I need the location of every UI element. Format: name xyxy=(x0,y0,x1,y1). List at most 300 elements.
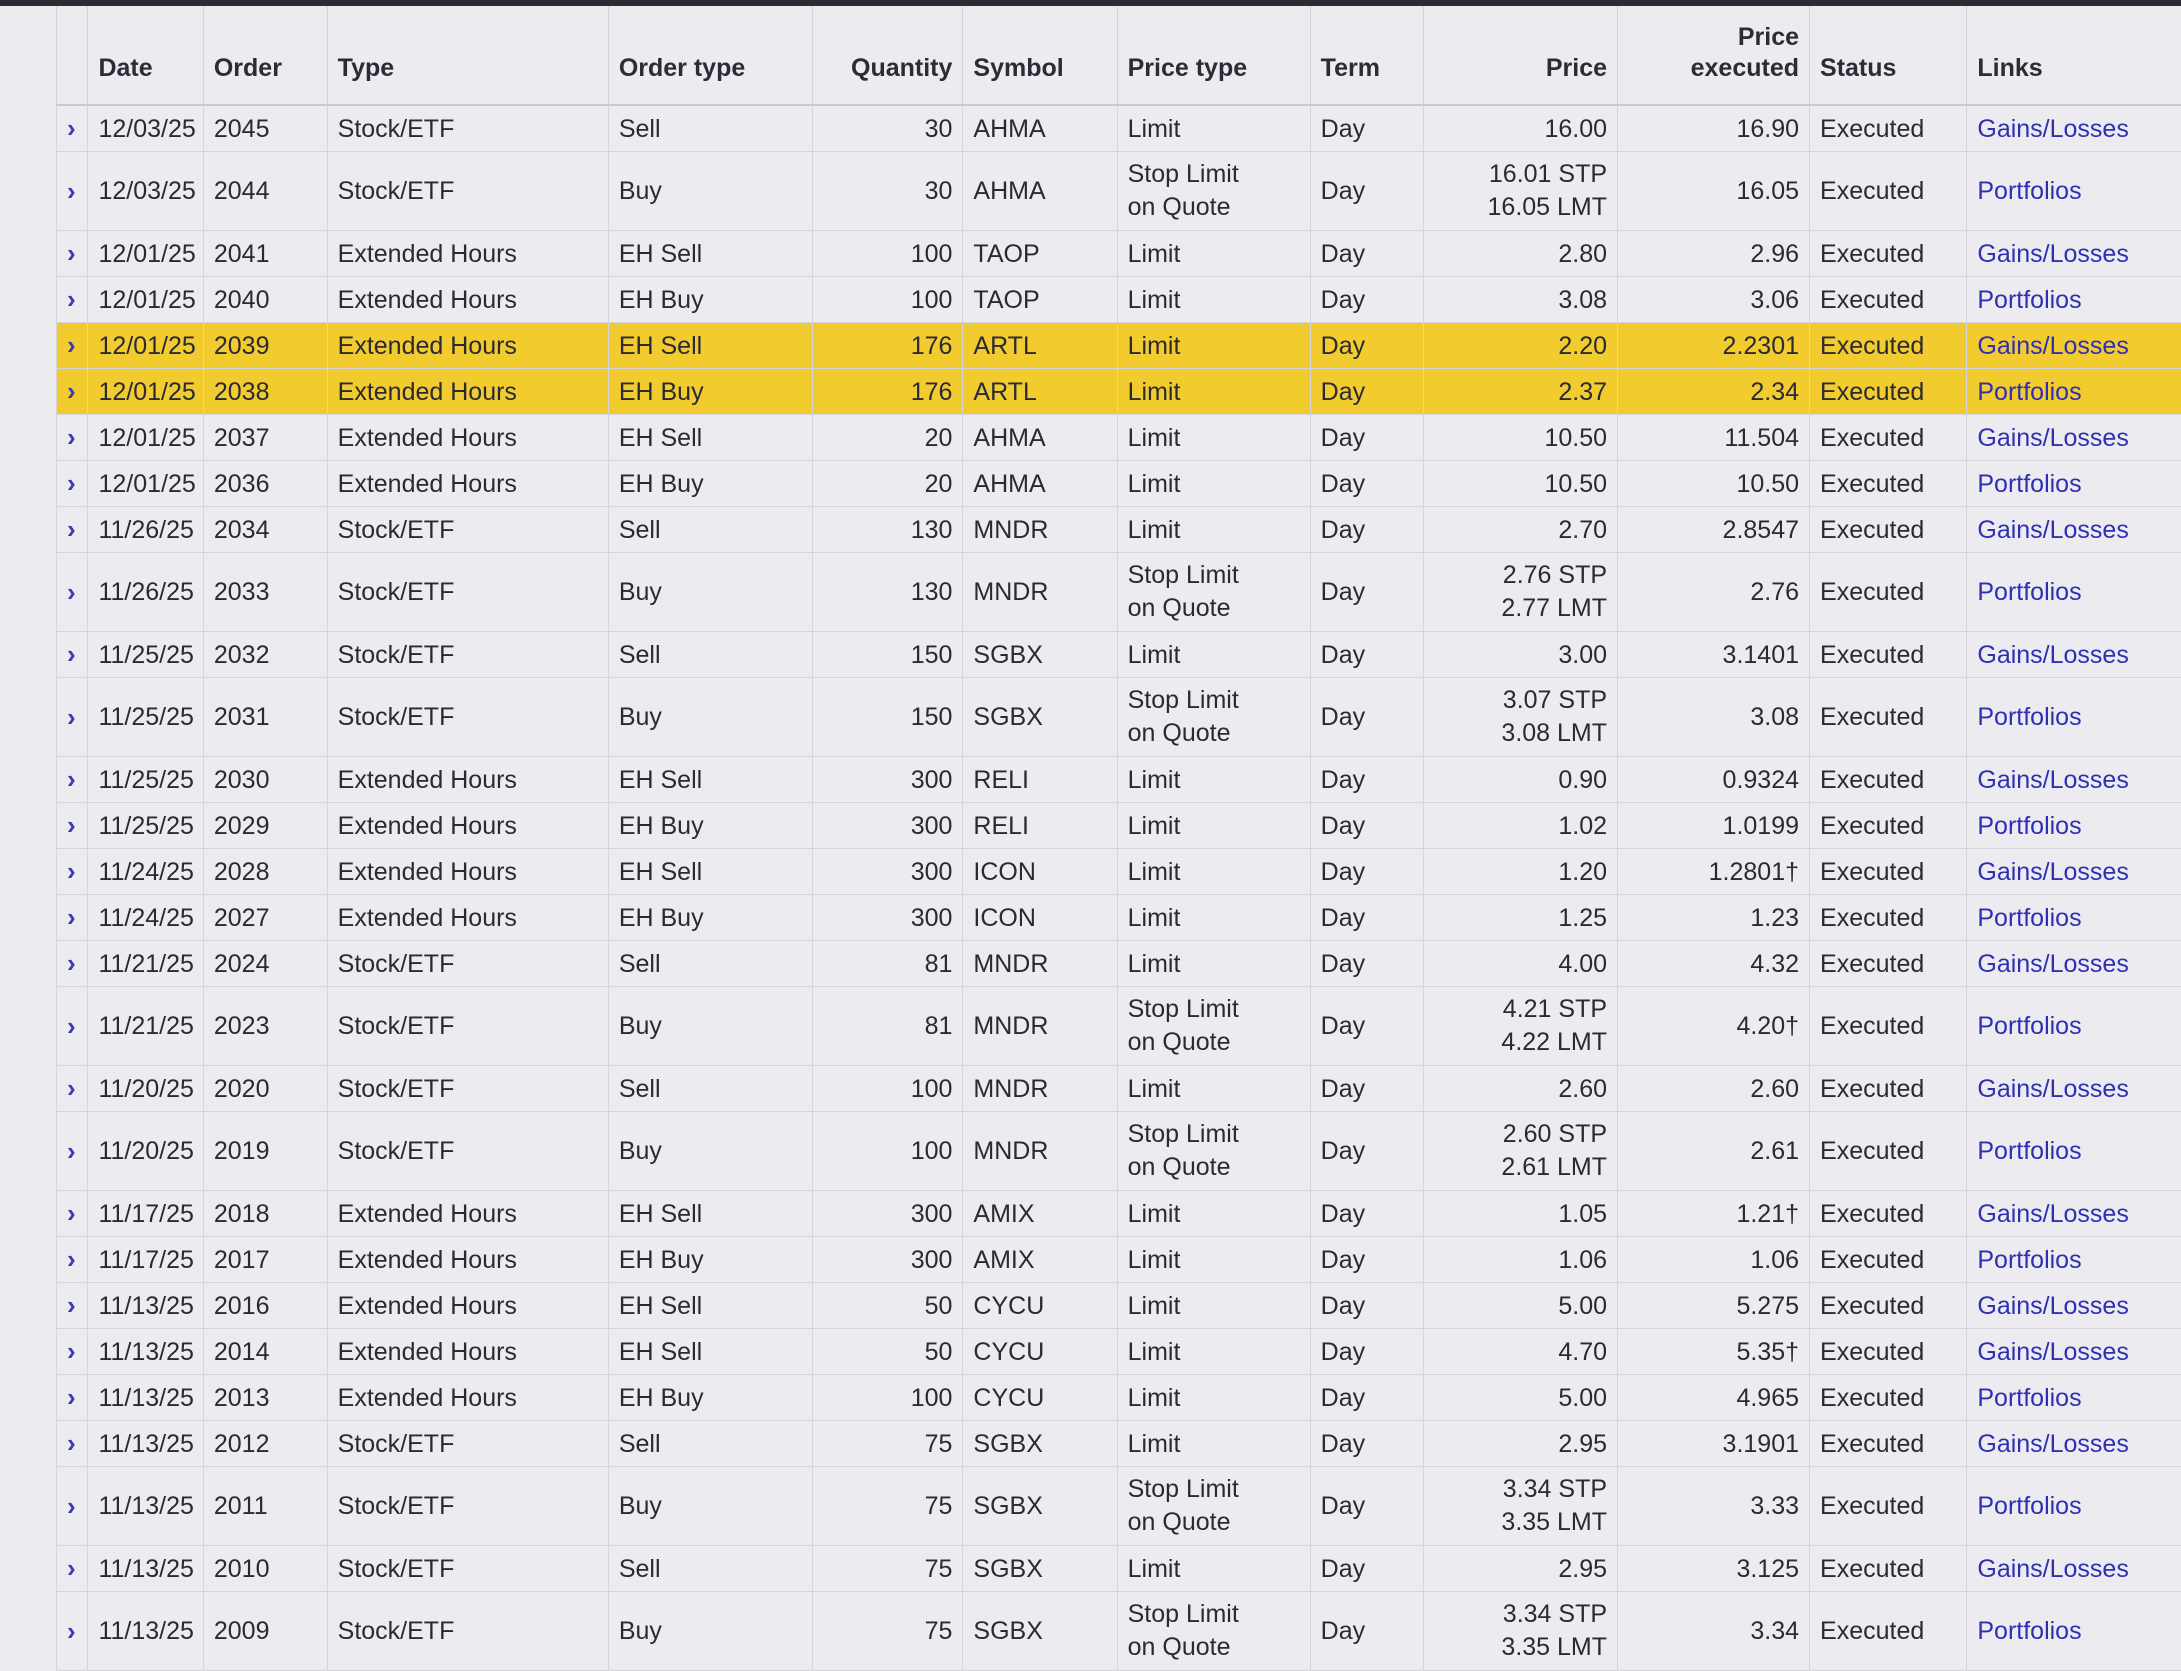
cell-status: Executed xyxy=(1810,803,1967,849)
cell-order-number: 2044 xyxy=(203,152,327,231)
table-row[interactable] xyxy=(57,895,2181,941)
cell-status: Executed xyxy=(1810,105,1967,152)
cell-order-number: 2037 xyxy=(203,415,327,461)
cell-order-type: EH Sell xyxy=(608,849,813,895)
table-row[interactable] xyxy=(57,1237,2181,1283)
expand-cell[interactable] xyxy=(57,277,88,323)
cell-order-number: 2017 xyxy=(203,1237,327,1283)
cell-price-line: 4.00 xyxy=(1558,950,1607,978)
cell-quantity: 81 xyxy=(813,987,963,1066)
expand-cell[interactable] xyxy=(57,1467,88,1546)
row-link[interactable]: Gains/Losses xyxy=(1977,950,2128,978)
row-link[interactable]: Portfolios xyxy=(1977,812,2081,840)
table-row[interactable] xyxy=(57,757,2181,803)
cell-status: Executed xyxy=(1810,323,1967,369)
cell-price-line: 2.20 xyxy=(1558,332,1607,360)
chevron-right-icon[interactable]: › xyxy=(67,1427,76,1459)
cell-links xyxy=(1967,1237,2181,1283)
cell-date: 11/24/25 xyxy=(88,895,203,941)
cell-price-line: 10.50 xyxy=(1544,424,1607,452)
cell-price xyxy=(1423,152,1617,231)
cell-links xyxy=(1967,152,2181,231)
cell-order-type: Sell xyxy=(608,941,813,987)
cell-price-type xyxy=(1117,1237,1310,1283)
table-row[interactable] xyxy=(57,1592,2181,1671)
table-row[interactable] xyxy=(57,1066,2181,1112)
chevron-right-icon[interactable]: › xyxy=(67,421,76,453)
cell-price-type-line: on Quote xyxy=(1128,1631,1300,1664)
chevron-right-icon[interactable]: › xyxy=(67,1072,76,1104)
cell-status: Executed xyxy=(1810,757,1967,803)
cell-date: 11/13/25 xyxy=(88,1467,203,1546)
cell-price-line: 3.08 LMT xyxy=(1434,717,1607,750)
cell-price-executed: 3.1401 xyxy=(1618,632,1810,678)
row-link[interactable]: Portfolios xyxy=(1977,177,2081,205)
expand-cell[interactable] xyxy=(57,461,88,507)
cell-symbol: ARTL xyxy=(963,369,1117,415)
table-row[interactable] xyxy=(57,849,2181,895)
chevron-right-icon[interactable]: › xyxy=(67,701,76,733)
cell-quantity: 300 xyxy=(813,849,963,895)
cell-price xyxy=(1423,1467,1617,1546)
expand-cell[interactable] xyxy=(57,1329,88,1375)
cell-status: Executed xyxy=(1810,1467,1967,1546)
chevron-right-icon[interactable]: › xyxy=(67,1615,76,1647)
cell-quantity: 150 xyxy=(813,678,963,757)
cell-quantity: 300 xyxy=(813,1237,963,1283)
table-row[interactable] xyxy=(57,507,2181,553)
cell-links xyxy=(1967,1329,2181,1375)
header-price-type[interactable]: Price type xyxy=(1117,6,1310,105)
expand-cell[interactable] xyxy=(57,105,88,152)
cell-term: Day xyxy=(1310,323,1423,369)
cell-price-executed: 0.9324 xyxy=(1618,757,1810,803)
expand-cell[interactable] xyxy=(57,553,88,632)
orders-table xyxy=(56,6,2181,1671)
expand-cell[interactable] xyxy=(57,1237,88,1283)
cell-links xyxy=(1967,415,2181,461)
chevron-right-icon[interactable]: › xyxy=(67,1490,76,1522)
cell-links xyxy=(1967,507,2181,553)
expand-cell[interactable] xyxy=(57,1592,88,1671)
cell-status: Executed xyxy=(1810,1592,1967,1671)
table-row[interactable] xyxy=(57,1546,2181,1592)
table-row[interactable] xyxy=(57,105,2181,152)
cell-status: Executed xyxy=(1810,152,1967,231)
cell-order-number: 2016 xyxy=(203,1283,327,1329)
cell-order-number: 2019 xyxy=(203,1112,327,1191)
row-link[interactable]: Portfolios xyxy=(1977,1012,2081,1040)
cell-order-number: 2012 xyxy=(203,1421,327,1467)
cell-price-type-line: Limit xyxy=(1128,378,1181,406)
expand-cell[interactable] xyxy=(57,231,88,277)
cell-price-type-line: Limit xyxy=(1128,470,1181,498)
row-link[interactable]: Portfolios xyxy=(1977,286,2081,314)
cell-price-executed: 2.96 xyxy=(1618,231,1810,277)
cell-order-number: 2020 xyxy=(203,1066,327,1112)
cell-price-type xyxy=(1117,231,1310,277)
cell-status: Executed xyxy=(1810,678,1967,757)
cell-links xyxy=(1967,369,2181,415)
header-links: Links xyxy=(1967,6,2181,105)
cell-price-type-line: Limit xyxy=(1128,1555,1181,1583)
cell-quantity: 100 xyxy=(813,1066,963,1112)
cell-date: 11/26/25 xyxy=(88,507,203,553)
cell-status: Executed xyxy=(1810,1546,1967,1592)
row-link[interactable]: Portfolios xyxy=(1977,1246,2081,1274)
cell-order-type: Sell xyxy=(608,105,813,152)
cell-price-type-line: Limit xyxy=(1128,812,1181,840)
row-link[interactable]: Portfolios xyxy=(1977,1617,2081,1645)
header-symbol[interactable]: Symbol xyxy=(963,6,1117,105)
cell-price-executed: 3.08 xyxy=(1618,678,1810,757)
chevron-right-icon[interactable]: › xyxy=(67,375,76,407)
cell-date: 11/13/25 xyxy=(88,1592,203,1671)
cell-price-type xyxy=(1117,105,1310,152)
cell-status: Executed xyxy=(1810,1329,1967,1375)
cell-type: Extended Hours xyxy=(327,415,608,461)
cell-price-type-line: Limit xyxy=(1128,904,1181,932)
cell-date: 11/25/25 xyxy=(88,632,203,678)
cell-price xyxy=(1423,1546,1617,1592)
cell-price-executed: 3.125 xyxy=(1618,1546,1810,1592)
cell-type: Extended Hours xyxy=(327,757,608,803)
cell-symbol: ARTL xyxy=(963,323,1117,369)
cell-price-executed: 2.76 xyxy=(1618,553,1810,632)
cell-price-type-line: Stop Limit xyxy=(1128,993,1300,1026)
row-link[interactable]: Gains/Losses xyxy=(1977,115,2128,143)
cell-date: 12/01/25 xyxy=(88,415,203,461)
cell-date: 11/21/25 xyxy=(88,941,203,987)
cell-term: Day xyxy=(1310,1592,1423,1671)
cell-price-executed: 5.35† xyxy=(1618,1329,1810,1375)
cell-status: Executed xyxy=(1810,632,1967,678)
row-link[interactable]: Gains/Losses xyxy=(1977,766,2128,794)
cell-date: 12/01/25 xyxy=(88,461,203,507)
cell-price xyxy=(1423,105,1617,152)
row-link[interactable]: Gains/Losses xyxy=(1977,1292,2128,1320)
expand-cell[interactable] xyxy=(57,941,88,987)
expand-cell[interactable] xyxy=(57,1375,88,1421)
cell-price-line: 16.01 STP xyxy=(1434,158,1607,191)
table-row[interactable] xyxy=(57,277,2181,323)
chevron-right-icon[interactable]: › xyxy=(67,1197,76,1229)
expand-cell[interactable] xyxy=(57,678,88,757)
cell-price-type-line: Limit xyxy=(1128,1200,1181,1228)
cell-symbol: RELI xyxy=(963,757,1117,803)
header-date[interactable]: Date xyxy=(88,6,203,105)
table-row[interactable] xyxy=(57,415,2181,461)
cell-price xyxy=(1423,1329,1617,1375)
cell-price-type xyxy=(1117,323,1310,369)
chevron-right-icon[interactable]: › xyxy=(67,855,76,887)
cell-price-type xyxy=(1117,1375,1310,1421)
row-link[interactable]: Portfolios xyxy=(1977,378,2081,406)
cell-date: 11/17/25 xyxy=(88,1191,203,1237)
header-price-executed-line2: executed xyxy=(1628,53,1799,84)
table-row[interactable] xyxy=(57,1283,2181,1329)
chevron-right-icon[interactable]: › xyxy=(67,901,76,933)
cell-links xyxy=(1967,553,2181,632)
header-order[interactable]: Order xyxy=(203,6,327,105)
row-link[interactable]: Portfolios xyxy=(1977,1137,2081,1165)
expand-cell[interactable] xyxy=(57,507,88,553)
cell-links xyxy=(1967,987,2181,1066)
cell-price-line: 1.20 xyxy=(1558,858,1607,886)
row-link[interactable]: Portfolios xyxy=(1977,703,2081,731)
chevron-right-icon[interactable]: › xyxy=(67,809,76,841)
cell-price-line: 3.35 LMT xyxy=(1434,1506,1607,1539)
expand-cell[interactable] xyxy=(57,632,88,678)
cell-links xyxy=(1967,1066,2181,1112)
header-quantity[interactable]: Quantity xyxy=(813,6,963,105)
cell-price xyxy=(1423,803,1617,849)
cell-symbol: SGBX xyxy=(963,678,1117,757)
table-row[interactable] xyxy=(57,1467,2181,1546)
cell-symbol: AHMA xyxy=(963,105,1117,152)
chevron-right-icon[interactable]: › xyxy=(67,112,76,144)
chevron-right-icon[interactable]: › xyxy=(67,1335,76,1367)
chevron-right-icon[interactable]: › xyxy=(67,1010,76,1042)
chevron-right-icon[interactable]: › xyxy=(67,1289,76,1321)
table-row[interactable] xyxy=(57,152,2181,231)
chevron-right-icon[interactable]: › xyxy=(67,283,76,315)
cell-status: Executed xyxy=(1810,895,1967,941)
row-link[interactable]: Gains/Losses xyxy=(1977,1338,2128,1366)
cell-price-executed: 2.60 xyxy=(1618,1066,1810,1112)
row-link[interactable]: Gains/Losses xyxy=(1977,1555,2128,1583)
cell-date: 11/17/25 xyxy=(88,1237,203,1283)
cell-price-line: 3.08 xyxy=(1558,286,1607,314)
cell-symbol: ICON xyxy=(963,895,1117,941)
expand-cell[interactable] xyxy=(57,987,88,1066)
expand-cell[interactable] xyxy=(57,152,88,231)
cell-status: Executed xyxy=(1810,987,1967,1066)
expand-cell[interactable] xyxy=(57,1066,88,1112)
cell-type: Stock/ETF xyxy=(327,1592,608,1671)
cell-term: Day xyxy=(1310,461,1423,507)
chevron-right-icon[interactable]: › xyxy=(67,576,76,608)
expand-cell[interactable] xyxy=(57,895,88,941)
cell-order-type: EH Sell xyxy=(608,231,813,277)
row-link[interactable]: Gains/Losses xyxy=(1977,1200,2128,1228)
cell-quantity: 100 xyxy=(813,277,963,323)
table-row[interactable] xyxy=(57,803,2181,849)
cell-order-number: 2029 xyxy=(203,803,327,849)
row-link[interactable]: Portfolios xyxy=(1977,470,2081,498)
cell-price-type-line: Stop Limit xyxy=(1128,1473,1300,1506)
table-row[interactable] xyxy=(57,632,2181,678)
cell-price-type-line: Limit xyxy=(1128,332,1181,360)
cell-price xyxy=(1423,678,1617,757)
chevron-right-icon[interactable]: › xyxy=(67,763,76,795)
expand-cell[interactable] xyxy=(57,1112,88,1191)
cell-type: Stock/ETF xyxy=(327,1066,608,1112)
header-price-executed-line1: Price xyxy=(1628,22,1799,53)
cell-date: 12/01/25 xyxy=(88,369,203,415)
cell-symbol: MNDR xyxy=(963,987,1117,1066)
cell-order-number: 2041 xyxy=(203,231,327,277)
cell-price-type xyxy=(1117,678,1310,757)
cell-links xyxy=(1967,323,2181,369)
expand-cell[interactable] xyxy=(57,1283,88,1329)
cell-order-type: Buy xyxy=(608,678,813,757)
header-price[interactable]: Price xyxy=(1423,6,1617,105)
cell-type: Extended Hours xyxy=(327,895,608,941)
cell-price-type-line: Limit xyxy=(1128,1075,1181,1103)
header-status[interactable]: Status xyxy=(1810,6,1967,105)
chevron-right-icon[interactable]: › xyxy=(67,947,76,979)
expand-cell[interactable] xyxy=(57,849,88,895)
cell-price-line: 2.80 xyxy=(1558,240,1607,268)
expand-cell[interactable] xyxy=(57,323,88,369)
row-link[interactable]: Portfolios xyxy=(1977,904,2081,932)
row-link[interactable]: Gains/Losses xyxy=(1977,332,2128,360)
row-link[interactable]: Gains/Losses xyxy=(1977,858,2128,886)
table-row[interactable] xyxy=(57,987,2181,1066)
cell-date: 12/03/25 xyxy=(88,105,203,152)
table-row[interactable] xyxy=(57,323,2181,369)
cell-order-type: Sell xyxy=(608,632,813,678)
cell-symbol: RELI xyxy=(963,803,1117,849)
table-row[interactable] xyxy=(57,369,2181,415)
row-link[interactable]: Gains/Losses xyxy=(1977,641,2128,669)
header-term[interactable]: Term xyxy=(1310,6,1423,105)
chevron-right-icon[interactable]: › xyxy=(67,1381,76,1413)
row-link[interactable]: Portfolios xyxy=(1977,1384,2081,1412)
cell-price-type-line: Limit xyxy=(1128,1384,1181,1412)
chevron-right-icon[interactable]: › xyxy=(67,1552,76,1584)
cell-quantity: 75 xyxy=(813,1467,963,1546)
chevron-right-icon[interactable]: › xyxy=(67,638,76,670)
cell-price-executed: 1.06 xyxy=(1618,1237,1810,1283)
chevron-right-icon[interactable]: › xyxy=(67,513,76,545)
cell-order-type: EH Sell xyxy=(608,1191,813,1237)
cell-quantity: 300 xyxy=(813,1191,963,1237)
header-order-type[interactable]: Order type xyxy=(608,6,813,105)
chevron-right-icon[interactable]: › xyxy=(67,467,76,499)
chevron-right-icon[interactable]: › xyxy=(67,1243,76,1275)
cell-symbol: AHMA xyxy=(963,415,1117,461)
row-link[interactable]: Portfolios xyxy=(1977,1492,2081,1520)
cell-price-line: 3.35 LMT xyxy=(1434,1631,1607,1664)
table-row[interactable] xyxy=(57,678,2181,757)
cell-quantity: 130 xyxy=(813,507,963,553)
cell-price-type xyxy=(1117,1329,1310,1375)
expand-cell[interactable] xyxy=(57,757,88,803)
table-row[interactable] xyxy=(57,1329,2181,1375)
row-link[interactable]: Gains/Losses xyxy=(1977,240,2128,268)
cell-type: Extended Hours xyxy=(327,1283,608,1329)
chevron-right-icon[interactable]: › xyxy=(67,1135,76,1167)
cell-price-executed: 3.1901 xyxy=(1618,1421,1810,1467)
cell-links xyxy=(1967,277,2181,323)
table-row[interactable] xyxy=(57,1191,2181,1237)
table-row[interactable] xyxy=(57,1421,2181,1467)
cell-price-line: 5.00 xyxy=(1558,1384,1607,1412)
cell-order-number: 2032 xyxy=(203,632,327,678)
cell-links xyxy=(1967,757,2181,803)
cell-order-number: 2028 xyxy=(203,849,327,895)
cell-price-line: 1.25 xyxy=(1558,904,1607,932)
table-row[interactable] xyxy=(57,1375,2181,1421)
header-price-executed[interactable] xyxy=(1618,6,1810,105)
cell-price-executed: 1.23 xyxy=(1618,895,1810,941)
cell-price-type-line: Stop Limit xyxy=(1128,1598,1300,1631)
cell-price-type xyxy=(1117,941,1310,987)
cell-symbol: SGBX xyxy=(963,632,1117,678)
expand-cell[interactable] xyxy=(57,1191,88,1237)
cell-price-type-line: Limit xyxy=(1128,641,1181,669)
row-link[interactable]: Gains/Losses xyxy=(1977,516,2128,544)
row-link[interactable]: Gains/Losses xyxy=(1977,1430,2128,1458)
table-row[interactable] xyxy=(57,1112,2181,1191)
cell-order-number: 2033 xyxy=(203,553,327,632)
cell-term: Day xyxy=(1310,1375,1423,1421)
cell-term: Day xyxy=(1310,632,1423,678)
cell-symbol: MNDR xyxy=(963,507,1117,553)
expand-cell[interactable] xyxy=(57,1421,88,1467)
cell-price-executed: 16.90 xyxy=(1618,105,1810,152)
header-type[interactable]: Type xyxy=(327,6,608,105)
cell-price-line: 2.70 xyxy=(1558,516,1607,544)
cell-order-number: 2039 xyxy=(203,323,327,369)
cell-price-type-line: Stop Limit xyxy=(1128,684,1300,717)
expand-cell[interactable] xyxy=(57,1546,88,1592)
cell-date: 12/01/25 xyxy=(88,277,203,323)
cell-type: Extended Hours xyxy=(327,1191,608,1237)
chevron-right-icon[interactable]: › xyxy=(67,237,76,269)
expand-cell[interactable] xyxy=(57,415,88,461)
cell-order-type: Buy xyxy=(608,987,813,1066)
cell-quantity: 100 xyxy=(813,1375,963,1421)
cell-quantity: 75 xyxy=(813,1592,963,1671)
cell-status: Executed xyxy=(1810,849,1967,895)
cell-type: Extended Hours xyxy=(327,803,608,849)
cell-date: 11/20/25 xyxy=(88,1112,203,1191)
row-link[interactable]: Portfolios xyxy=(1977,578,2081,606)
cell-term: Day xyxy=(1310,277,1423,323)
cell-price-line: 3.34 STP xyxy=(1434,1473,1607,1506)
row-link[interactable]: Gains/Losses xyxy=(1977,1075,2128,1103)
table-row[interactable] xyxy=(57,553,2181,632)
cell-price-executed: 1.21† xyxy=(1618,1191,1810,1237)
cell-price-executed: 2.2301 xyxy=(1618,323,1810,369)
cell-price-type-line: on Quote xyxy=(1128,1026,1300,1059)
cell-price-executed: 4.965 xyxy=(1618,1375,1810,1421)
table-row[interactable] xyxy=(57,461,2181,507)
cell-order-type: Buy xyxy=(608,1467,813,1546)
row-link[interactable]: Gains/Losses xyxy=(1977,424,2128,452)
cell-order-number: 2018 xyxy=(203,1191,327,1237)
cell-status: Executed xyxy=(1810,1283,1967,1329)
table-row[interactable] xyxy=(57,941,2181,987)
cell-price-executed: 1.0199 xyxy=(1618,803,1810,849)
cell-price-line: 2.60 xyxy=(1558,1075,1607,1103)
cell-price-type xyxy=(1117,1546,1310,1592)
cell-price-line: 2.95 xyxy=(1558,1555,1607,1583)
expand-cell[interactable] xyxy=(57,803,88,849)
cell-price-type xyxy=(1117,152,1310,231)
cell-symbol: CYCU xyxy=(963,1375,1117,1421)
cell-status: Executed xyxy=(1810,461,1967,507)
expand-cell[interactable] xyxy=(57,369,88,415)
chevron-right-icon[interactable]: › xyxy=(67,329,76,361)
cell-order-type: EH Buy xyxy=(608,461,813,507)
table-row[interactable] xyxy=(57,231,2181,277)
cell-type: Extended Hours xyxy=(327,1375,608,1421)
chevron-right-icon[interactable]: › xyxy=(67,175,76,207)
